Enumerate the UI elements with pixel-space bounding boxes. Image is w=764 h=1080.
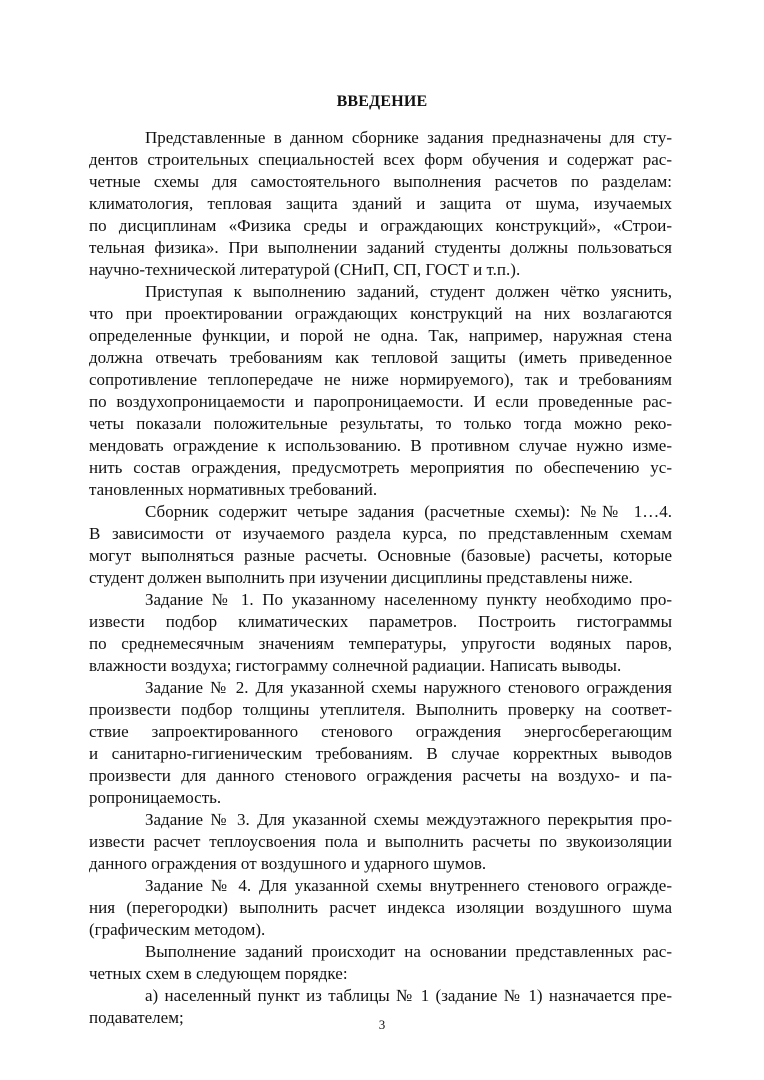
text-line: произвести подбор толщины утеплителя. Выполнить проверку на соответ- (89, 700, 672, 719)
text-line: (графическим методом). (89, 920, 266, 939)
text-line: тельная физика». При выполнении заданий студенты должны пользоваться (89, 238, 672, 257)
text-line: мендовать ограждение к использованию. В противном случае нужно изме- (89, 436, 672, 455)
text-line: могут выполняться разные расчеты. Основные (базовые) расчеты, которые (89, 546, 672, 565)
text-line: по дисциплинам «Физика среды и ограждающих конструкций», «Строи- (89, 216, 672, 235)
text-line: должна отвечать требованиям как тепловой защиты (иметь приведенное (89, 348, 672, 367)
text-line: четных схем в следующем порядке: (89, 964, 348, 983)
text-line: ния (перегородки) выполнить расчет индекса изоляции воздушного шума (89, 898, 672, 917)
text-line: что при проектировании ограждающих конструкций на них возлагаются (89, 304, 672, 323)
text-line: Задание № 2. Для указанной схемы наружного стенового ограждения (145, 678, 672, 697)
text-line: Выполнение заданий происходит на основании представленных рас- (145, 942, 672, 961)
text-line: Сборник содержит четыре задания (расчетные схемы): №№ 1…4. (145, 502, 672, 521)
text-line: произвести для данного стенового ограждения расчеты на воздухо- и па- (89, 766, 672, 785)
text-line: сопротивление теплопередаче не ниже нормируемого), так и требованиям (89, 370, 672, 389)
text-line: дентов строительных специальностей всех форм обучения и содержат рас- (89, 150, 672, 169)
text-line: извести расчет теплоусвоения пола и выполнить расчеты по звукоизоляции (89, 832, 672, 851)
text-line: данного ограждения от воздушного и ударного шумов. (89, 854, 487, 873)
text-line: тановленных нормативных требований. (89, 480, 378, 499)
text-line: определенные функции, и порой не одна. Так, например, наружная стена (89, 326, 672, 345)
text-line: по среднемесячным значениям температуры, упругости водяных паров, (89, 634, 672, 653)
text-line: Задание № 3. Для указанной схемы междуэтажного перекрытия про- (145, 810, 672, 829)
text-line: ропроницаемость. (89, 788, 222, 807)
text-line: ствие запроектированного стенового ограждения энергосберегающим (89, 722, 672, 741)
text-line: Задание № 1. По указанному населенному пункту необходимо про- (145, 590, 672, 609)
page-number: 3 (378, 1017, 386, 1032)
text-line: влажности воздуха; гистограмму солнечной радиации. Написать выводы. (89, 656, 622, 675)
text-line: научно-технической литературой (СНиП, СП, ГОСТ и т.п.). (89, 260, 521, 279)
text-line: Представленные в данном сборнике задания предназначены для сту- (145, 128, 672, 147)
text-line: подавателем; (89, 1008, 184, 1027)
text-line: четы показали положительные результаты, то только тогда можно реко- (89, 414, 672, 433)
text-line: извести подбор климатических параметров. Построить гистограммы (89, 612, 672, 631)
text-line: а) населенный пункт из таблицы № 1 (задание № 1) назначается пре- (145, 986, 672, 1005)
text-line: Приступая к выполнению заданий, студент должен чётко уяснить, (145, 282, 672, 301)
text-line: и санитарно-гигиеническим требованиям. В случае корректных выводов (89, 744, 672, 763)
text-line: нить состав ограждения, предусмотреть мероприятия по обеспечению ус- (89, 458, 672, 477)
text-line: четные схемы для самостоятельного выполнения расчетов по разделам: (89, 172, 672, 191)
text-line: климатология, тепловая защита зданий и защита от шума, изучаемых (89, 194, 672, 213)
text-line: В зависимости от изучаемого раздела курса, по представленным схемам (89, 524, 672, 543)
text-line: Задание № 4. Для указанной схемы внутреннего стенового огражде- (145, 876, 672, 895)
text-line: студент должен выполнить при изучении дисциплины представлены ниже. (89, 568, 633, 587)
text-line: по воздухопроницаемости и паропроницаемости. И если проведенные рас- (89, 392, 672, 411)
page-title: ВВЕДЕНИЕ (336, 93, 428, 110)
